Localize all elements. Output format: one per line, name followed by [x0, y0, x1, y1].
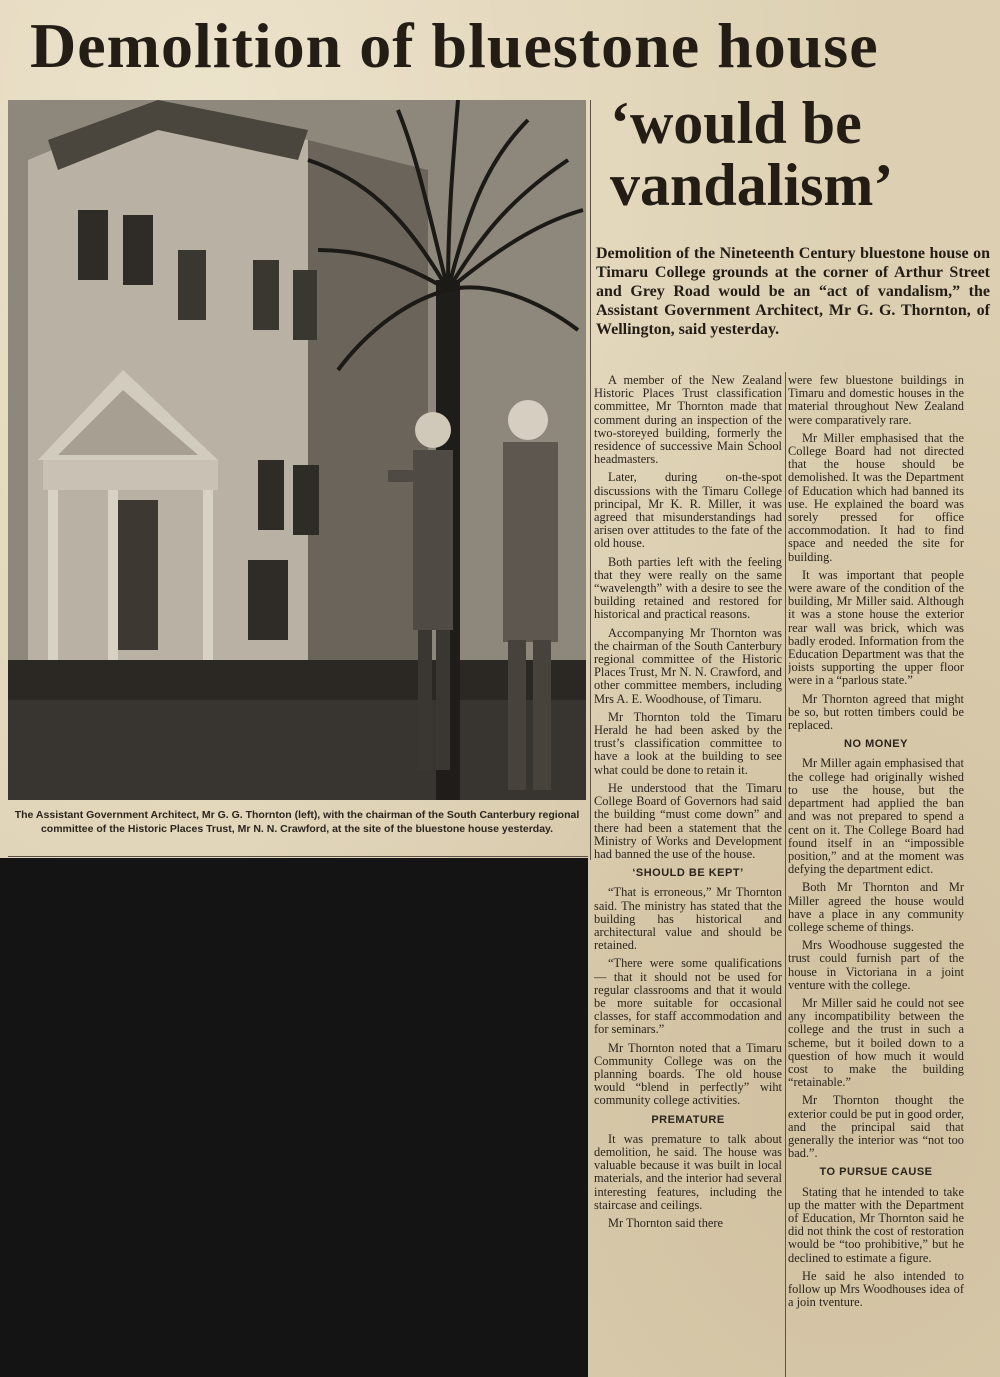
- subheading: PREMATURE: [651, 1113, 725, 1126]
- paragraph: were few bluestone buildings in Timaru and domestic houses in the material throughout New Zealand were comparatively rare.: [788, 374, 964, 427]
- subheading: NO MONEY: [844, 738, 908, 751]
- paragraph: It was important that people were aware of the condition of the building, Mr Miller said. Although it was a stone house the exterior rear wall was brick, which was badly eroded. Information from the Education Department was that the joists supporting the upper floor were in a “parlous state.”: [788, 567, 964, 688]
- article-column-2: [788, 374, 964, 1377]
- paragraph: Mr Miller emphasised that the College Board had not directed that the house should be demolished. It was the Department of Education which had banned its use. He explained the board was sorely pressed for office accommodation. It had to find space and needed the site for building.: [788, 430, 964, 564]
- paragraph: “That is erroneous,” Mr Thornton said. The ministry has stated that the building has historical and architectural value and should be retained.: [594, 885, 782, 953]
- photo-caption: The Assistant Government Architect, Mr G. G. Thornton (left), with the chairman of the South Canterbury regional committee of the Historic Places Trust, Mr N. N. Crawford, at the site of the bluestone house yesterday.: [14, 809, 580, 835]
- paragraph: “There were some qualifications — that it should not be used for regular classrooms and that it would be more suitable for occasional classes, for staff accommodation and for seminars.”: [594, 956, 782, 1037]
- subheading: TO PURSUE CAUSE: [819, 1166, 933, 1179]
- headline-line-2: ‘would be vandalism’: [610, 90, 894, 218]
- paragraph: He understood that the Timaru College Board of Governors had said the building “must come down” and there had been a statement that the Ministry of Works and Development had banned the use of the house.: [594, 780, 782, 861]
- photo-illustration: [8, 100, 586, 800]
- paragraph: Stating that he intended to take up the matter with the Department of Education, Mr Thornton said he did not think the cost of restoration would be “too prohibitive,” but he declined to estimate a figure.: [788, 1184, 964, 1265]
- paragraph: Mr Miller again emphasised that the college had originally wished to use the house, but the department had applied the ban and was not prepared to spend a cent on it. The College Board had found itself in an “impossible position,” and at the moment was defying the department edict.: [788, 756, 964, 877]
- article-column-1: [594, 374, 782, 1377]
- paragraph: It was premature to talk about demolition, he said. The house was valuable because it was built in local materials, and the interior had several interesting features, including the staircase and ceilings.: [594, 1131, 782, 1212]
- paragraph: Mr Miller said he could not see any incompatibility between the college and the trust in such a scheme, but it boiled down to a question of how much it would cost to make the building “retainable.”: [788, 995, 964, 1090]
- caption-rule: [8, 856, 588, 857]
- news-photo: [8, 100, 586, 800]
- paragraph: Accompanying Mr Thornton was the chairman of the South Canterbury regional committee of the Historic Places Trust, Mr N. N. Crawford, and other committee members, including Mrs A. E. Woodhouse, of Timaru.: [594, 625, 782, 706]
- headline-line-1: Demolition of bluestone house: [30, 10, 879, 81]
- paragraph: Later, during on-the-spot discussions with the Timaru College principal, Mr K. R. Miller, it was agreed that misunderstandings had arisen over attitudes to the fate of the old house.: [594, 470, 782, 551]
- paragraph: A member of the New Zealand Historic Places Trust classification committee, Mr Thornton made that comment during an inspection of the two-storeyed building, formerly the residence of successive Main School headmasters.: [594, 374, 782, 467]
- subheading: ‘SHOULD BE KEPT’: [632, 867, 744, 880]
- black-background-block: [0, 858, 588, 1377]
- paragraph: Mr Thornton thought the exterior could be put in good order, and the principal said that generally the interior was “not too bad.”.: [788, 1093, 964, 1161]
- column-rule-middle: [785, 372, 786, 1377]
- intro-paragraph: Demolition of the Nineteenth Century bluestone house on Timaru College grounds at the corner of Arthur Street and Grey Road would be an “act of vandalism,” the Assistant Government Architect, Mr G. G. Thornton, of Wellington, said yesterday.: [596, 245, 990, 338]
- paragraph: Mr Thornton said there: [608, 1215, 724, 1230]
- paragraph: Mr Thornton agreed that might be so, but rotten timbers could be replaced.: [788, 691, 964, 733]
- paragraph: Both Mr Thornton and Mr Miller agreed the house would have a place in any community college scheme of things.: [788, 880, 964, 934]
- column-rule-left: [590, 100, 591, 860]
- paragraph: Mrs Woodhouse suggested the trust could furnish part of the house in Victoriana in a joint venture with the college.: [788, 938, 964, 992]
- paragraph: Mr Thornton noted that a Timaru Community College was on the planning boards. The old house would “blend in perfectly” wiht community college activities.: [594, 1040, 782, 1108]
- paragraph: Mr Thornton told the Timaru Herald he had been asked by the trust’s classification committee to have a look at the building to see what could be done to retain it.: [594, 709, 782, 777]
- paragraph: He said he also intended to follow up Mrs Woodhouses idea of a join tventure.: [788, 1268, 964, 1310]
- paragraph: Both parties left with the feeling that they were really on the same “wavelength” with a desire to see the building retained and restored for historical and practical reasons.: [594, 554, 782, 622]
